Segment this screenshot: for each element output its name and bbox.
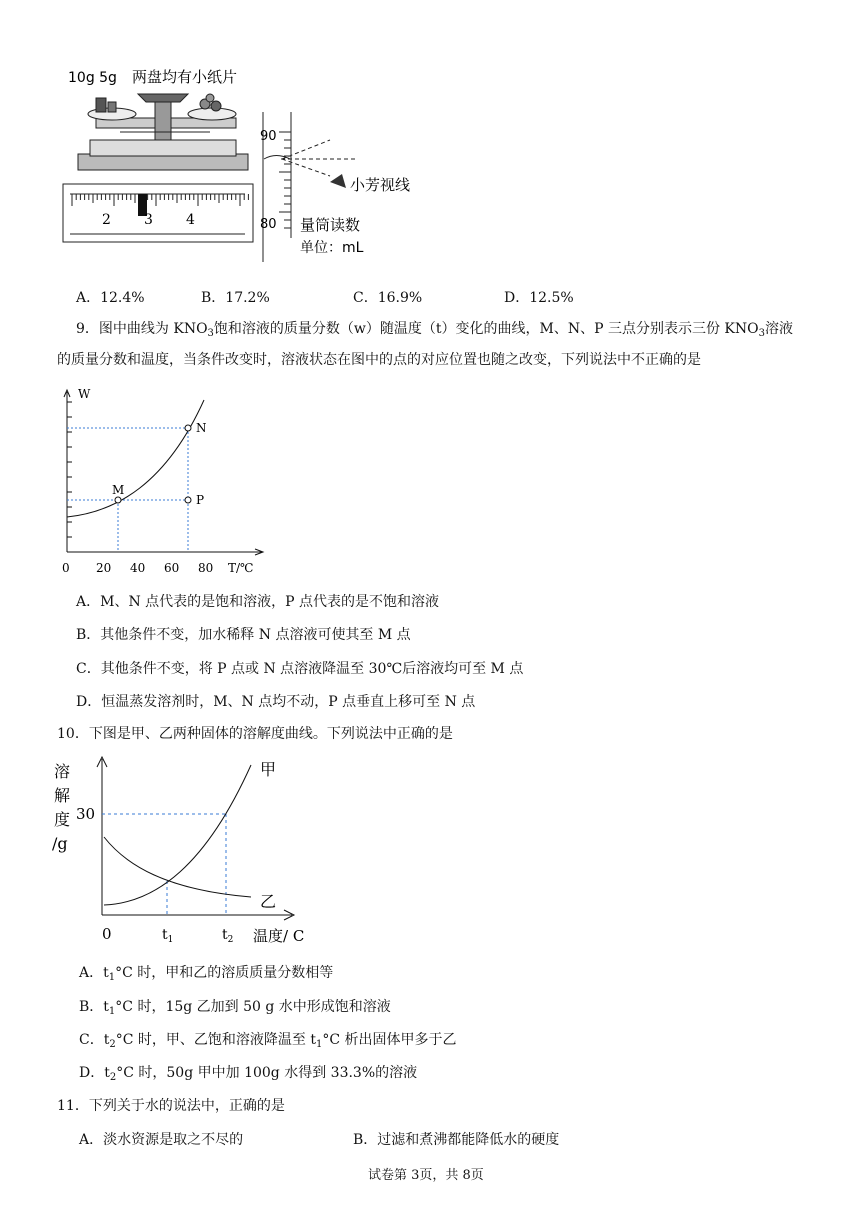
point-p (185, 497, 191, 503)
weights-label: 10g 5g (68, 70, 117, 86)
ruler-tick-4: 4 (186, 212, 195, 228)
q11-option-b: B．过滤和煮沸都能降低水的硬度 (353, 1132, 560, 1148)
q10-option-a (79, 962, 333, 983)
q8-option-c: C．16.9% (353, 290, 423, 306)
point-m (115, 497, 121, 503)
x-axis-label: T/℃ (228, 561, 254, 575)
subscript-3: 3 (758, 328, 765, 339)
x-tick-0: 0 (62, 561, 70, 575)
guide-lines (102, 814, 226, 915)
ruler-tick-2: 2 (102, 212, 111, 228)
subscript-3: 3 (207, 328, 214, 339)
q10-option-b (79, 996, 391, 1017)
legend-jia: 甲 (260, 760, 277, 779)
x-tick-20: 20 (96, 561, 112, 575)
page-footer: 试卷第 3页，共 8页 (368, 1168, 484, 1183)
kno3-curve (67, 400, 204, 517)
opt-text: °C 时，甲、乙饱和溶液降温至 t (115, 1032, 316, 1048)
subscript: 2 (109, 1072, 117, 1083)
q9-option-b: B．其他条件不变，加水稀释 N 点溶液可使其至 M 点 (76, 627, 411, 643)
x-axis-label: 温度/ C (253, 927, 305, 945)
q9-option-d: D．恒温蒸发溶剂时，M、N 点均不动，P 点垂直上移可至 N 点 (76, 694, 476, 710)
subscript: 1 (108, 972, 116, 983)
q8-option-a: A．12.4% (76, 290, 145, 306)
opt-text: °C 时，15g 乙加到 50 g 水中形成饱和溶液 (115, 999, 391, 1015)
y-label-1: 溶 (54, 762, 71, 781)
point-n (185, 425, 191, 431)
subscript: 1 (108, 1006, 116, 1017)
cylinder-90: 90 (260, 129, 277, 144)
q8-figure (60, 62, 420, 272)
q10-stem: 10．下图是甲、乙两种固体的溶解度曲线。下列说法中正确的是 (57, 726, 453, 742)
balance-icon (78, 94, 248, 170)
q9-option-a: A．M、N 点代表的是饱和溶液，P 点代表的是不饱和溶液 (76, 594, 440, 610)
y-label-4: /g (52, 834, 68, 853)
q10-option-d (79, 1062, 417, 1083)
q10-option-c (79, 1029, 457, 1050)
x-tick-80: 80 (198, 561, 214, 575)
opt-text: A．t (79, 965, 109, 981)
q8-option-b: B．17.2% (201, 290, 270, 306)
opt-text: B．t (79, 999, 109, 1015)
x-tick-t1: $t_1$ (162, 927, 174, 945)
opt-text: D．t (79, 1065, 110, 1081)
pans-note: 两盘均有小纸片 (132, 68, 238, 86)
q9-stem-part3: 溶液 (765, 321, 793, 337)
y-label-3: 度 (54, 810, 71, 829)
q9-stem-part2: 饱和溶液的质量分数（w）随温度（t）变化的曲线，M、N、P 三点分别表示三份 KNO (213, 321, 759, 337)
label-p: P (196, 493, 205, 507)
q9-stem-part1: 9．图中曲线为 KNO (76, 321, 208, 337)
q9-stem-line1 (76, 319, 793, 344)
cylinder-80: 80 (260, 217, 277, 232)
eye-icon (330, 174, 346, 188)
q9-option-c: C．其他条件不变，将 P 点或 N 点溶液降温至 30℃后溶液均可至 M 点 (76, 661, 524, 677)
curve-yi (104, 837, 251, 897)
q11-option-a: A．淡水资源是取之不尽的 (79, 1132, 244, 1148)
origin-label: 0 (102, 925, 112, 943)
legend-yi: 乙 (260, 892, 277, 911)
balance-and-cylinder-illustration (60, 62, 420, 272)
x-tick-t2: $t_2$ (222, 927, 234, 945)
subscript: 1 (315, 1039, 323, 1050)
y-tick-30: 30 (76, 805, 96, 823)
y-label-2: 解 (54, 786, 71, 805)
solubility-curve-chart (46, 755, 316, 950)
label-m: M (112, 483, 125, 497)
opt-text: °C 析出固体甲多于乙 (322, 1032, 457, 1048)
kno3-curve-chart (56, 384, 276, 580)
subscript: 2 (109, 1039, 116, 1050)
opt-text: C．t (79, 1032, 110, 1048)
cylinder-label-1: 量筒读数 (300, 216, 361, 234)
x-tick-60: 60 (164, 561, 180, 575)
rider-scale (63, 184, 253, 242)
y-axis-label: W (78, 387, 91, 401)
opt-text: °C 时，50g 甲中加 100g 水得到 33.3%的溶液 (116, 1065, 418, 1081)
sight-label: 小芳视线 (350, 176, 411, 194)
q11-stem: 11．下列关于水的说法中，正确的是 (57, 1098, 285, 1114)
kno3-chart (56, 384, 276, 580)
x-tick-40: 40 (130, 561, 146, 575)
cylinder-label-2: 单位：mL (300, 240, 364, 256)
solubility-chart (46, 755, 316, 950)
q8-option-d: D．12.5% (504, 290, 574, 306)
q9-stem-line2: 的质量分数和温度，当条件改变时，溶液状态在图中的点的对应位置也随之改变，下列说法中不正确的是 (57, 352, 701, 368)
opt-text: °C 时，甲和乙的溶质质量分数相等 (115, 965, 334, 981)
label-n: N (196, 421, 207, 435)
guide-lines (67, 428, 188, 552)
ruler-tick-3: 3 (144, 212, 153, 228)
